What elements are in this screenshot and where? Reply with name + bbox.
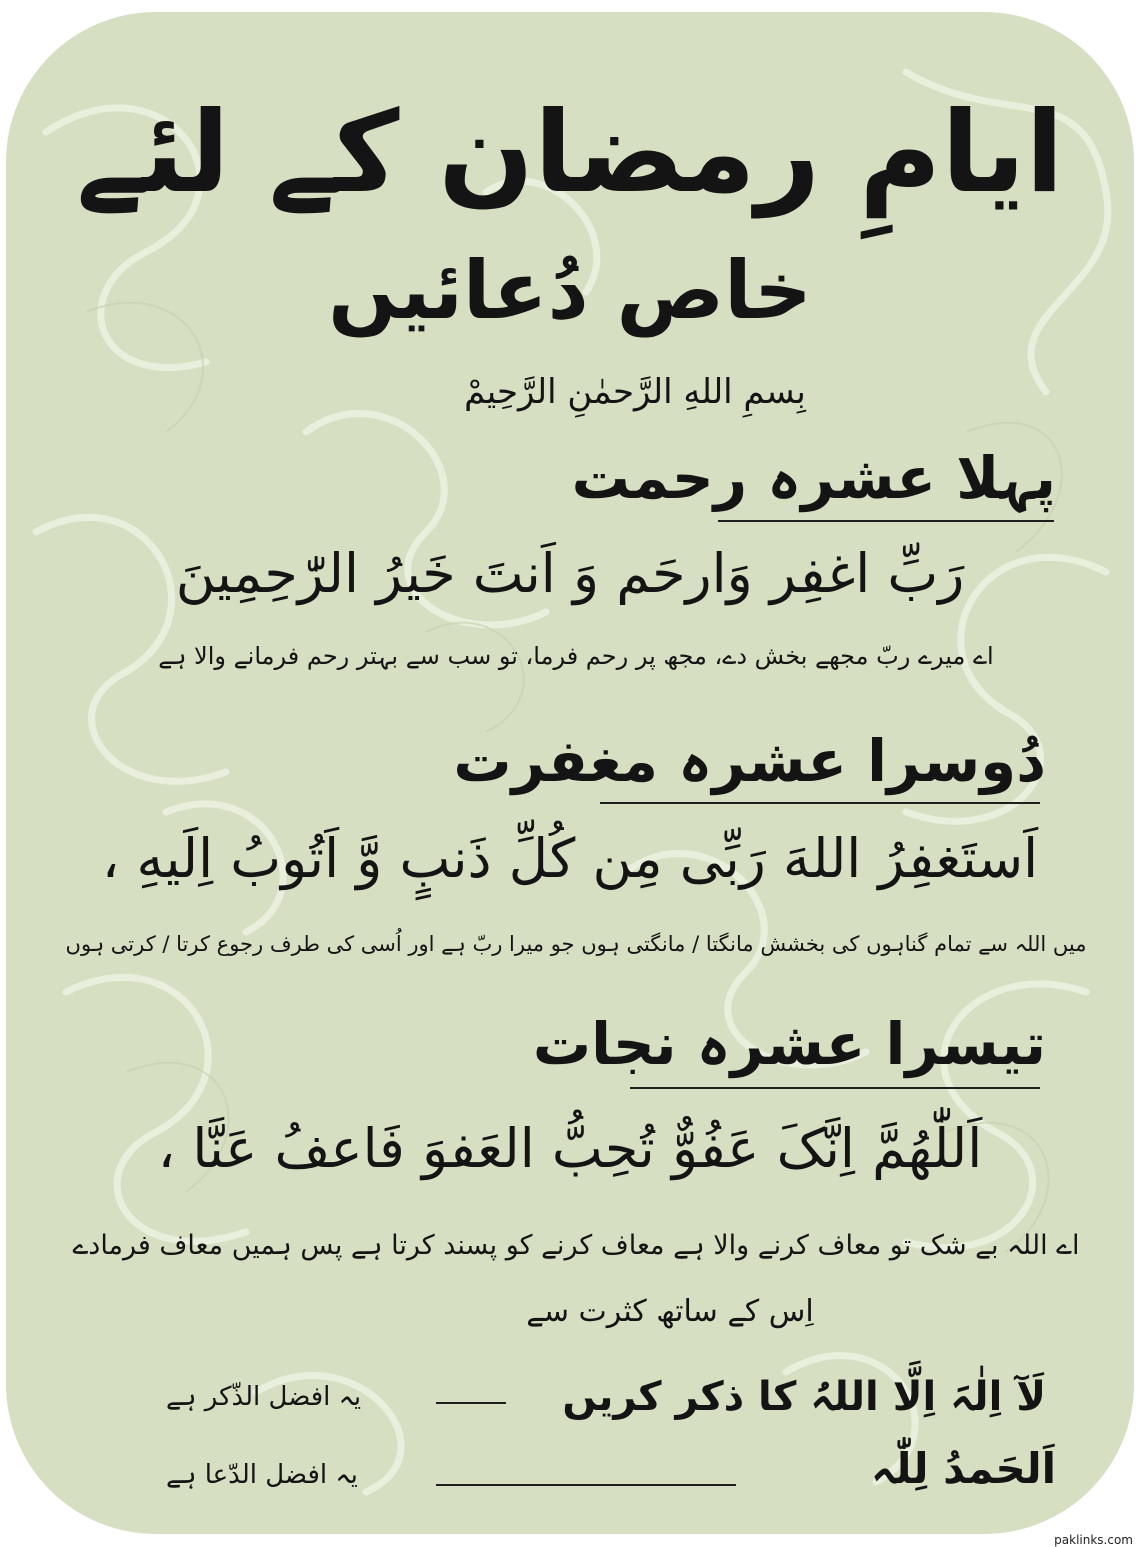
bismillah: بِسمِ اللهِ الرَّحمٰنِ الرَّحِیمْ xyxy=(464,372,806,412)
closing-line1-dash xyxy=(436,1402,506,1404)
section-1-translation: اے میرے ربّ مجھے بخش دے، مجھ پر رحم فرما، تو سب سے بہتر رحم فرمانے والا ہے xyxy=(158,642,994,670)
closing-line1-main: لَآ اِلٰہَ اِلَّا اللہُ کا ذکر کریں xyxy=(562,1374,1046,1420)
section-1-rule xyxy=(718,520,1054,522)
closing-intro: اِس کے ساتھ کثرت سے xyxy=(526,1294,814,1329)
section-2-heading: دُوسرا عشرہ مغفرت xyxy=(453,727,1046,795)
section-2-dua: اَستَغفِرُ اللهَ رَبِّی مِن کُلِّ ذَنبٍ وَّ اَتُوبُ اِلَیهِ ، xyxy=(101,827,1039,890)
closing-line2-main: اَلحَمدُ لِلّٰہ xyxy=(870,1444,1056,1493)
closing-line2-dash xyxy=(436,1484,736,1486)
section-3-rule xyxy=(630,1087,1040,1089)
poster-title: ایامِ رمضان کے لئے xyxy=(76,88,1064,218)
section-3-dua: اَللّٰھُمَّ اِنَّکَ عَفُوٌّ تُحِبُّ العَفوَ فَاعفُ عَنَّا ، xyxy=(157,1117,983,1180)
section-1-heading: پہلا عشرہ رحمت xyxy=(571,444,1056,512)
section-2-translation: میں اللہ سے تمام گناہوں کی بخشش مانگتا / مانگتی ہوں جو میرا ربّ ہے اور اُسی کی طرف رجوع کرتا / کرتی ہوں xyxy=(65,932,1087,956)
section-2-rule xyxy=(600,802,1040,804)
section-3-translation: اے اللہ بے شک تو معاف کرنے والا ہے معاف کرنے کو پسند کرتا ہے پس ہمیں معاف فرمادے xyxy=(72,1230,1080,1261)
closing-line2-note: یہ افضل الدّعا ہے xyxy=(166,1460,358,1490)
closing-line1-note: یہ افضل الذّکر ہے xyxy=(166,1382,362,1412)
poster-subtitle: خاص دُعائیں xyxy=(328,244,812,337)
watermark: paklinks.com xyxy=(1054,1533,1133,1547)
poster-card xyxy=(6,12,1134,1534)
section-3-heading: تیسرا عشرہ نجات xyxy=(532,1010,1046,1078)
section-1-dua: رَبِّ اغفِر وَارحَم وَ اَنتَ خَیرُ الرّٰحِمِینَ xyxy=(175,542,965,605)
